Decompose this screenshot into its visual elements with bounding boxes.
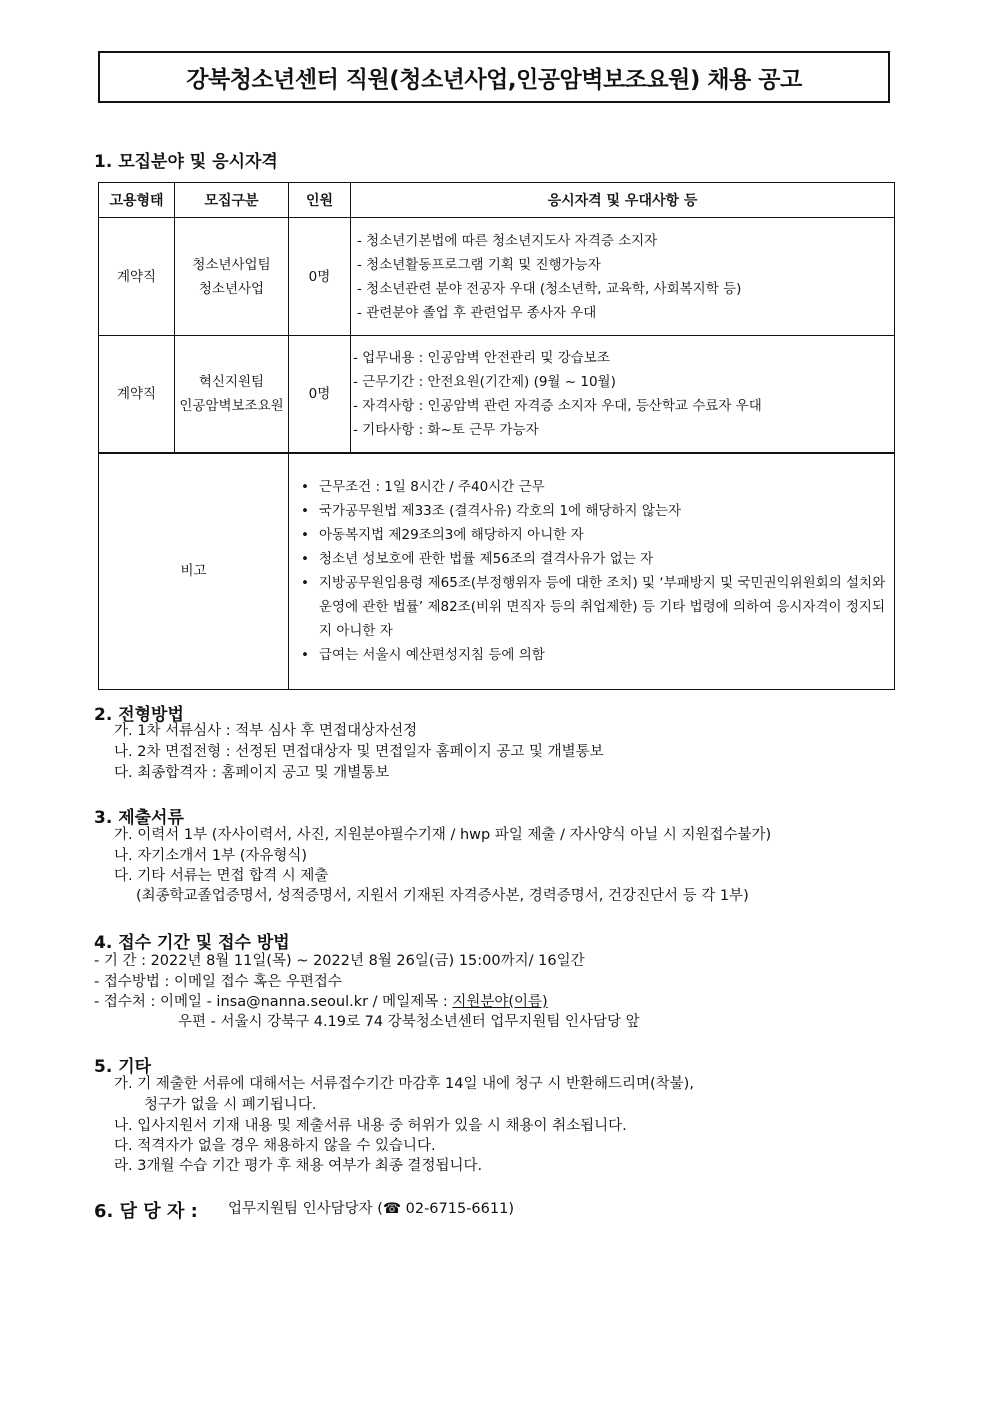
remark-item: • 지방공무원임용령 제65조(부정행위자 등에 대한 조치) 및 ‘부패방지 및 국민권익위원회의 설치와 운영에 관한 법률’ 제82조(비위 면직자 등의 취업제한) 등 기타 법령에 의하여 응시자격이 정지되지 아니한 자 <box>289 571 894 643</box>
row-qualifications <box>351 336 895 454</box>
division-role: 청소년사업 <box>198 280 265 297</box>
header-count: 인원 <box>289 183 351 218</box>
division-team: 혁신지원팀 <box>198 374 265 390</box>
remarks-row <box>99 453 895 689</box>
application-period: - 기 간 : 2022년 8월 11일(목) ~ 2022년 8월 26일(금) 15:00까지/ 16일간 <box>94 953 585 969</box>
section-2-heading: 2. 전형방법 <box>94 705 184 725</box>
row-qualifications <box>351 218 895 336</box>
application-place-email: - 접수처 : 이메일 - insa@nanna.seoul.kr / 메일제목 : <box>94 994 453 1010</box>
misc-item: 가. 기 제출한 서류에 대해서는 서류접수기간 마감후 14일 내에 청구 시 반환해드리며(착불), <box>114 1076 694 1092</box>
misc-item: 나. 입사지원서 기재 내용 및 제출서류 내용 중 허위가 있을 시 채용이 취소됩니다. <box>114 1118 627 1134</box>
division-team: 청소년사업팀 <box>192 256 271 273</box>
division-role: 인공암벽보조요원 <box>179 398 284 414</box>
header-employment-type: 고용형태 <box>99 183 175 218</box>
document-item: 가. 이력서 1부 (자사이력서, 사진, 지원분야필수기재 / hwp 파일 제출 / 자사양식 아닐 시 지원접수불가) <box>114 827 772 843</box>
row-type: 계약직 <box>99 218 175 336</box>
application-post: 우편 - 서울시 강북구 4.19로 74 강북청소년센터 업무지원팀 인사담당 앞 <box>178 1014 640 1030</box>
row-division <box>175 218 289 336</box>
qual-line: - 청소년활동프로그램 기획 및 진행가능자 <box>357 256 601 273</box>
section-5-heading: 5. 기타 <box>94 1057 152 1077</box>
header-division: 모집구분 <box>175 183 289 218</box>
document-item: (최종학교졸업증명서, 성적증명서, 지원서 기재된 자격증사본, 경력증명서, 건강진단서 등 각 1부) <box>136 888 749 904</box>
header-qualifications: 응시자격 및 우대사항 등 <box>351 183 895 218</box>
remark-item: • 급여는 서울시 예산편성지침 등에 의함 <box>289 643 894 667</box>
qual-line: - 청소년기본법에 따른 청소년지도사 자격증 소지자 <box>357 232 658 249</box>
section-3-heading: 3. 제출서류 <box>94 808 184 828</box>
page-title: 강북청소년센터 직원(청소년사업,인공암벽보조요원) 채용 공고 <box>98 51 890 103</box>
mail-subject: 지원분야(이름) <box>452 994 548 1010</box>
table-header-row <box>99 183 895 218</box>
qual-line: - 기타사항 : 화~토 근무 가능자 <box>353 422 539 438</box>
contact-info: 업무지원팀 인사담당자 (☎ 02-6715-6611) <box>228 1201 514 1217</box>
row-count: 0명 <box>289 218 351 336</box>
section-4-heading: 4. 접수 기간 및 접수 방법 <box>94 933 290 953</box>
application-place <box>94 992 548 1012</box>
qual-line: - 관련분야 졸업 후 관련업무 종사자 우대 <box>357 304 597 321</box>
row-count: 0명 <box>289 336 351 454</box>
remarks-content <box>289 453 895 689</box>
document-item: 다. 기타 서류는 면접 합격 시 제출 <box>114 868 329 884</box>
qual-line: - 자격사항 : 인공암벽 관련 자격증 소지자 우대, 등산학교 수료자 우대 <box>353 398 762 414</box>
table-row <box>99 218 895 336</box>
selection-step: 가. 1차 서류심사 : 적부 심사 후 면접대상자선정 <box>114 723 418 739</box>
section-1-heading: 1. 모집분야 및 응시자격 <box>94 152 278 172</box>
recruitment-table <box>98 182 895 690</box>
misc-item: 라. 3개월 수습 기간 평가 후 채용 여부가 최종 결정됩니다. <box>114 1158 483 1174</box>
misc-item: 청구가 없을 시 폐기됩니다. <box>144 1097 317 1113</box>
table-row <box>99 336 895 454</box>
row-type: 계약직 <box>99 336 175 454</box>
application-method: - 접수방법 : 이메일 접수 혹은 우편접수 <box>94 974 342 990</box>
remarks-label: 비고 <box>99 453 289 689</box>
qual-line: - 청소년관련 분야 전공자 우대 (청소년학, 교육학, 사회복지학 등) <box>357 280 742 297</box>
misc-item: 다. 적격자가 없을 경우 채용하지 않을 수 있습니다. <box>114 1138 436 1154</box>
selection-step: 나. 2차 면접전형 : 선정된 면접대상자 및 면접일자 홈페이지 공고 및 개별통보 <box>114 744 604 760</box>
remark-item: • 아동복지법 제29조의3에 해당하지 아니한 자 <box>289 523 894 547</box>
qual-line: - 업무내용 : 인공암벽 안전관리 및 강습보조 <box>353 350 610 366</box>
section-6-heading: 6. 담 당 자 : <box>94 1201 198 1222</box>
qual-line: - 근무기간 : 안전요원(기간제) (9월 ~ 10월) <box>353 374 616 390</box>
selection-step: 다. 최종합격자 : 홈페이지 공고 및 개별통보 <box>114 765 390 781</box>
remark-item: • 근무조건 : 1일 8시간 / 주40시간 근무 <box>289 475 894 499</box>
remark-item: • 청소년 성보호에 관한 법률 제56조의 결격사유가 없는 자 <box>289 547 894 571</box>
row-division <box>175 336 289 454</box>
remark-item: • 국가공무원법 제33조 (결격사유) 각호의 1에 해당하지 않는자 <box>289 499 894 523</box>
document-item: 나. 자기소개서 1부 (자유형식) <box>114 848 308 864</box>
